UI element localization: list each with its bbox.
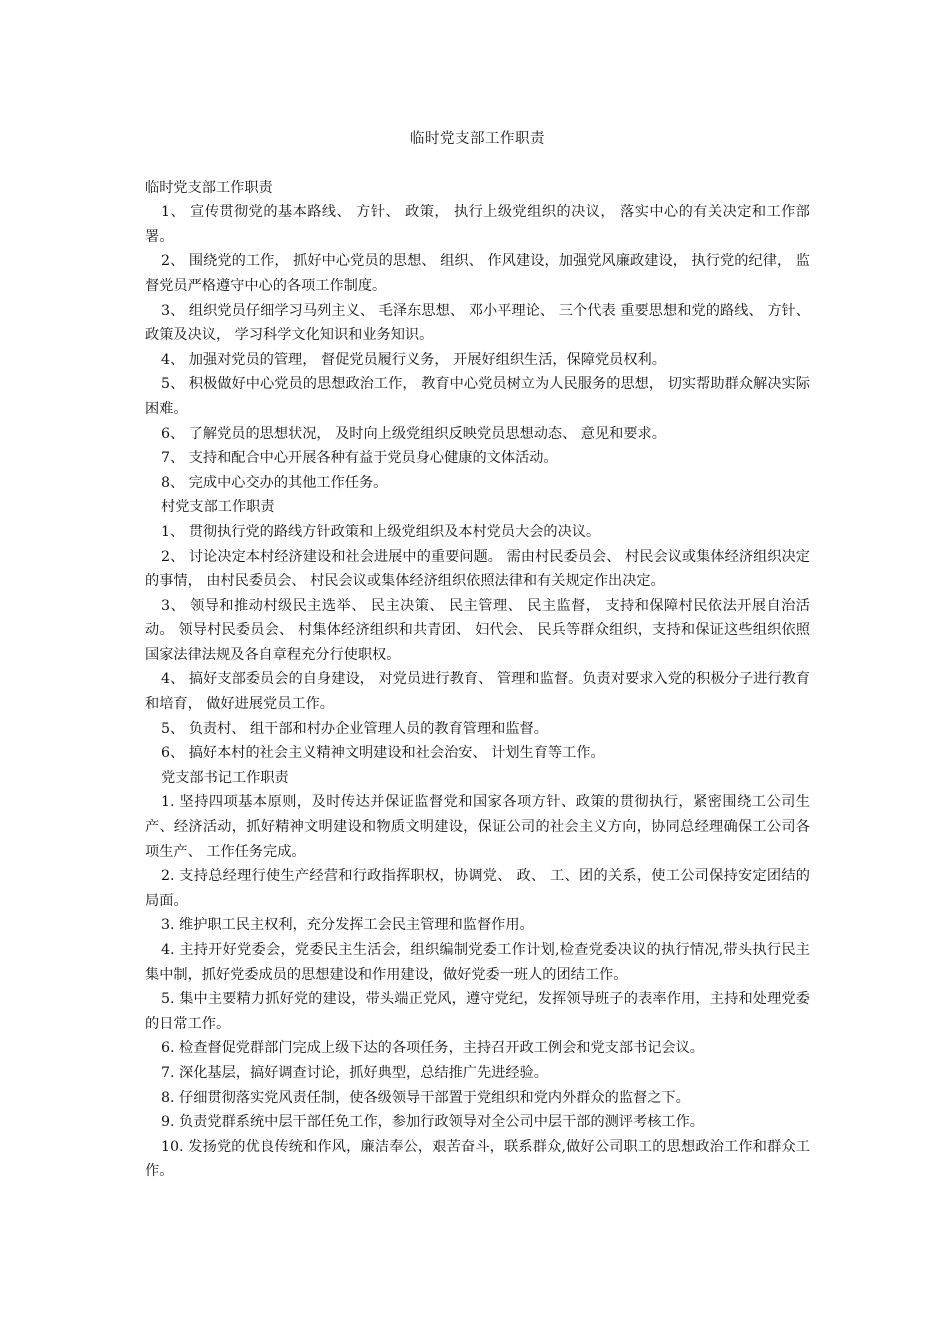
list-item: 3. 维护职工民主权利，充分发挥工会民主管理和监督作用。 [161, 917, 534, 934]
list-item: 1、 贯彻执行党的路线方针政策和上级党组织及本村党员大会的决议。 [161, 523, 601, 540]
list-item: 8、 完成中心交办的其他工作任务。 [161, 474, 388, 491]
list-item: 8. 仔细贯彻落实党风责任制，使各级领导干部置于党组织和党内外群众的监督之下。 [161, 1089, 690, 1106]
list-item: 7、 支持和配合中心开展各种有益于党员身心健康的文体活动。 [161, 450, 558, 467]
list-item: 4、 搞好支部委员会的自身建设， 对党员进行教育、 管理和监督。负责对要求入党的积极分子进行教育和培育， 做好进展党员工作。 [145, 671, 810, 713]
list-item: 6、 搞好本村的社会主义精神文明建设和社会治安、 计划生育等工作。 [161, 745, 605, 762]
list-item: 6. 检查督促党群部门完成上级下达的各项任务，主持召开政工例会和党支部书记会议。 [161, 1040, 704, 1057]
list-item: 1. 坚持四项基本原则，及时传达并保证监督党和国家各项方针、政策的贯彻执行，紧密围绕工公司生产、经济活动，抓好精神文明建设和物质文明建设，保证公司的社会主义方向，协同总经理确保工公司各项生产、 工作任务完成。 [145, 794, 810, 860]
document-page [145, 127, 810, 1184]
list-item: 2. 支持总经理行使生产经营和行政指挥职权，协调党、 政、 工、团的关系，使工公司保持安定团结的局面。 [145, 868, 810, 909]
list-item: 3、 领导和推动村级民主选举、 民主决策、 民主管理、 民主监督， 支持和保障村民依法开展自治活动。 领导村民委员会、 村集体经济组织和共青团、 妇代会、 民兵等群众组织，支持和保证这些组织依照国家法律法规及各自章程充分行使职权。 [145, 597, 810, 663]
list-item: 2、 讨论决定本村经济建设和社会进展中的重要问题。 需由村民委员会、 村民会议或集体经济组织决定的事情， 由村民委员会、 村民会议或集体经济组织依照法律和有关规定作出决定。 [145, 548, 810, 590]
list-item: 5、 负责村、 组干部和村办企业管理人员的教育管理和监督。 [161, 720, 548, 737]
list-item: 4. 主持开好党委会，党委民主生活会，组织编制党委工作计划,检查党委决议的执行情况,带头执行民主集中制，抓好党委成员的思想建设和作用建设，做好党委一班人的团结工作。 [145, 942, 810, 983]
list-item: 9. 负责党群系统中层干部任免工作，参加行政领导对全公司中层干部的测评考核工作。 [161, 1114, 704, 1131]
list-item: 1、 宣传贯彻党的基本路线、 方针、 政策， 执行上级党组织的决议， 落实中心的有关决定和工作部署。 [145, 204, 810, 245]
section-heading-village-branch: 村党支部工作职责 [161, 499, 275, 516]
list-item: 6、 了解党员的思想状况， 及时向上级党组织反映党员思想动态、 意见和要求。 [161, 425, 666, 442]
document-title: 临时党支部工作职责 [410, 131, 545, 147]
list-item: 3、 组织党员仔细学习马列主义、 毛泽东思想、 邓小平理论、 三个代表 重要思想和党的路线、 方针、 政策及决议， 学习科学文化知识和业务知识。 [145, 302, 810, 344]
list-item: 5、 积极做好中心党员的思想政治工作， 教育中心党员树立为人民服务的思想， 切实帮助群众解决实际困难。 [145, 376, 810, 417]
list-item: 5. 集中主要精力抓好党的建设，带头端正党风，遵守党纪，发挥领导班子的表率作用，主持和处理党委的日常工作。 [145, 991, 810, 1032]
list-item: 10. 发扬党的优良传统和作风，廉洁奉公，艰苦奋斗，联系群众,做好公司职工的思想政治工作和群众工作。 [145, 1138, 810, 1180]
list-item: 2、 围绕党的工作， 抓好中心党员的思想、 组织、 作风建设，加强党风廉政建设， 执行党的纪律， 监督党员严格遵守中心的各项工作制度。 [145, 253, 810, 294]
section-heading-branch-secretary: 党支部书记工作职责 [161, 769, 289, 786]
list-item: 4、 加强对党员的管理， 督促党员履行义务， 开展好组织生活，保障党员权利。 [161, 351, 666, 368]
list-item: 7. 深化基层，搞好调查讨论，抓好典型，总结推广先进经验。 [161, 1064, 548, 1081]
section-heading-temporary-branch: 临时党支部工作职责 [145, 179, 273, 196]
